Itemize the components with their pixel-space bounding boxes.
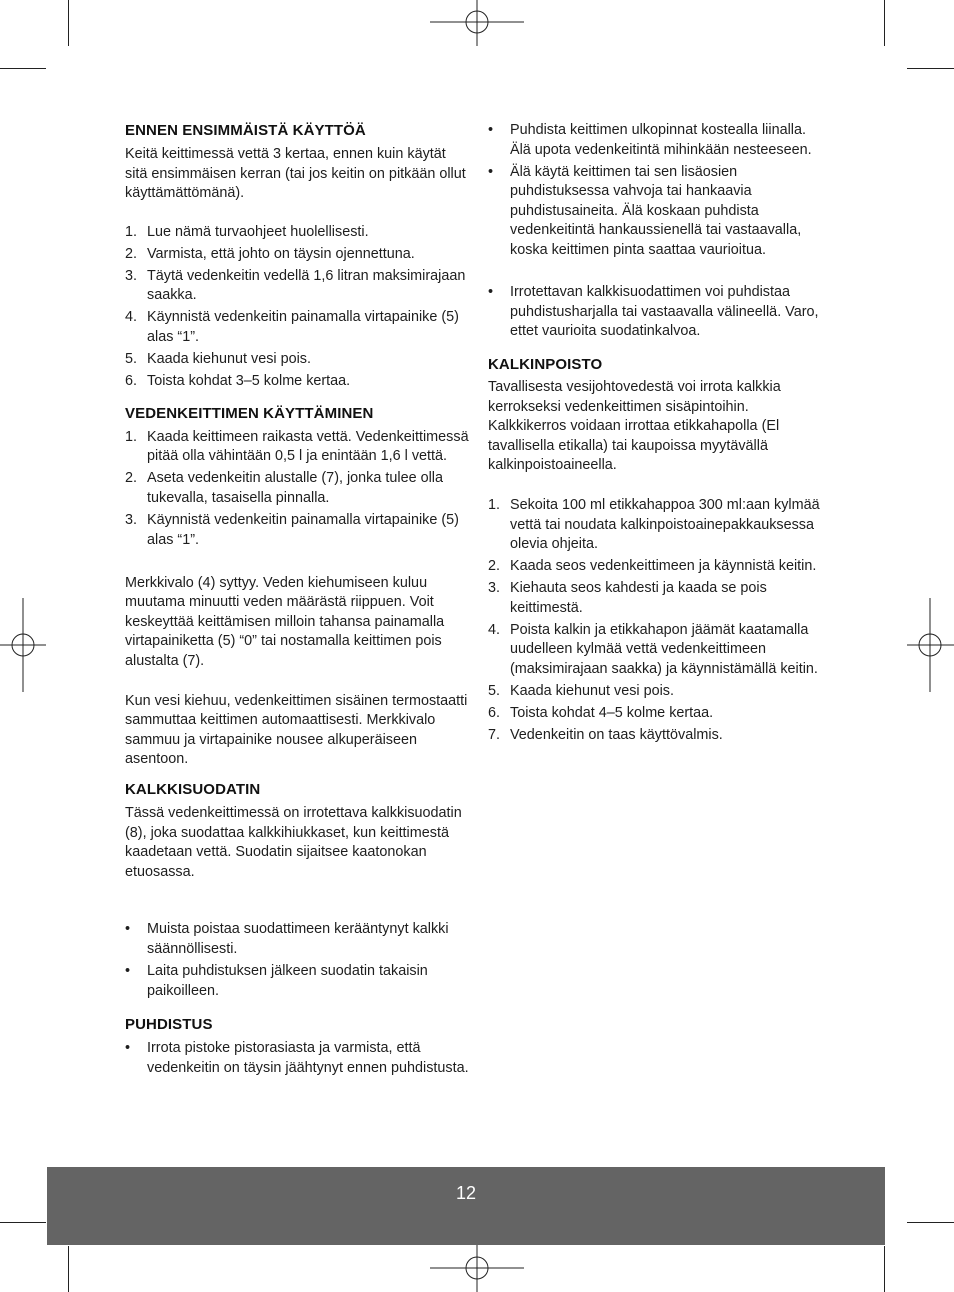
list-number: 5. — [488, 682, 501, 699]
list-text: Sekoita 100 ml etikkahappoa 300 ml:aan kylmää vettä tai noudata kalkinpoistoainepakkauksessa olevia ohjeita. — [510, 497, 820, 553]
list-text: Kaada seos vedenkeittimeen ja käynnistä keitin. — [510, 558, 817, 575]
list-number: 4. — [488, 621, 501, 638]
list-number: 2. — [125, 245, 138, 262]
list-text: Kiehauta seos kahdesti ja kaada se pois keittimestä. — [510, 580, 767, 616]
crop-mark — [68, 1246, 69, 1292]
list-number: 5. — [125, 350, 138, 367]
crop-mark — [68, 0, 69, 46]
section-heading: KALKINPOISTO — [488, 356, 603, 374]
list-number: 1. — [125, 428, 138, 445]
crop-mark — [884, 1246, 885, 1292]
list-item — [125, 469, 471, 508]
crop-mark — [0, 68, 46, 69]
list-item — [488, 579, 830, 618]
list-text: Kaada keittimeen raikasta vettä. Vedenkeittimessä pitää olla vähintään 0,5 l ja enintään 1,6 l vettä. — [147, 428, 469, 465]
list-number: 6. — [488, 704, 501, 721]
list-text: Laita puhdistuksen jälkeen suodatin takaisin paikoilleen. — [147, 962, 428, 999]
list-number: 6. — [125, 372, 138, 389]
section-intro: Tässä vedenkeittimessä on irrotettava kalkkisuodatin (8), joka suodattaa kalkkihiukkaset, kun keittimestä kaadetaan vettä. Suodatin sijaitsee kaatonokan etuosassa. — [125, 804, 462, 880]
list-text: Varmista, että johto on täysin ojennettuna. — [147, 245, 415, 262]
list-item — [125, 223, 471, 243]
numbered-list — [125, 223, 471, 392]
list-text: Irrotettavan kalkkisuodattimen voi puhdistaa puhdistusharjalla tai vastaavalla välineellä. Varo, ettet vaurioita suodatinkalvoa. — [510, 283, 819, 340]
bullet-list — [125, 1039, 471, 1078]
bullet: • — [488, 122, 494, 138]
page-number: 12 — [455, 1183, 477, 1203]
list-text: Täytä vedenkeitin vedellä 1,6 litran maksimirajaan saakka. — [147, 267, 466, 304]
list-text: Käynnistä vedenkeitin painamalla virtapainike (5) alas “1”. — [147, 309, 459, 345]
list-number: 1. — [125, 223, 138, 240]
list-number: 1. — [488, 497, 501, 514]
list-item — [488, 621, 830, 680]
footer-bar — [47, 1167, 885, 1245]
list-item — [488, 163, 830, 261]
paragraph: Merkkivalo (4) syttyy. Veden kiehumiseen kuluu muutama minuutti veden määrästä riippuen. Voit keskeyttää keittämisen milloin tahansa painamalla virtapainiketta (5) “0” tai nostamalla keittimen pois alustalta (7). — [125, 574, 445, 669]
list-text: Puhdista keittimen ulkopinnat kostealla liinalla. Älä upota vedenkeitintä mihinkään nesteeseen. — [510, 122, 812, 158]
list-text: Muista poistaa suodattimeen kerääntynyt kalkki säännöllisesti. — [147, 921, 449, 957]
bullet-list — [488, 283, 830, 342]
section-intro: Tavallisesta vesijohtovedestä voi irrota kalkkia kerrokseksi vedenkeittimen sisäpintoihin. Kalkkikerros voidaan irrottaa etikkahapolla (El tavallisella etikalla) tai kaupoissa myytävällä kalkinpoistoaineella. — [488, 379, 781, 474]
crop-mark — [884, 0, 885, 46]
list-item — [488, 121, 830, 160]
list-item — [488, 496, 830, 555]
list-item — [125, 372, 471, 392]
list-item — [125, 245, 471, 265]
list-item — [125, 511, 471, 550]
list-number: 7. — [488, 726, 501, 743]
list-text: Kaada kiehunut vesi pois. — [147, 350, 312, 367]
bullet: • — [125, 962, 131, 979]
crop-mark — [907, 1222, 954, 1223]
list-number: 3. — [125, 512, 138, 529]
section-heading: ENNEN ENSIMMÄISTÄ KÄYTTÖÄ — [125, 122, 366, 139]
list-item — [125, 350, 471, 370]
list-item — [125, 962, 471, 1001]
list-item — [125, 308, 471, 347]
list-text: Kaada kiehunut vesi pois. — [510, 682, 675, 699]
list-item — [488, 704, 830, 724]
list-text: Älä käytä keittimen tai sen lisäosien puhdistuksessa vahvoja tai hankaavia puhdistusaineita. Älä koskaan puhdista vedenkeitintä hankaussienellä tai vastaavalla, koska keittimen pinta saattaa vaurioitua. — [510, 163, 802, 258]
registration-mark-top — [430, 0, 524, 46]
paragraph: Kun vesi kiehuu, vedenkeittimen sisäinen termostaatti sammuttaa keittimen automaattisesti. Merkkivalo sammuu ja virtapainike nousee alkuperäiseen asentoon. — [125, 692, 468, 768]
numbered-list — [125, 428, 471, 550]
list-text: Vedenkeitin on taas käyttövalmis. — [510, 726, 723, 743]
crop-mark — [0, 1222, 46, 1223]
list-item — [488, 557, 830, 577]
list-item — [125, 428, 471, 467]
list-number: 2. — [488, 558, 501, 575]
list-item — [488, 283, 830, 342]
section-heading: KALKKISUODATIN — [125, 780, 261, 798]
section-heading: VEDENKEITTIMEN KÄYTTÄMINEN — [125, 404, 374, 422]
left-column — [125, 121, 471, 1081]
list-item — [125, 267, 471, 306]
section-heading: PUHDISTUS — [125, 1016, 213, 1034]
list-number: 4. — [125, 309, 138, 326]
list-text: Käynnistä vedenkeitin painamalla virtapainike (5) alas “1”. — [147, 512, 459, 548]
registration-mark-right — [907, 598, 954, 692]
list-text: Toista kohdat 4–5 kolme kertaa. — [510, 704, 714, 721]
list-text: Irrota pistoke pistorasiasta ja varmista, että vedenkeitin on täysin jäähtynyt ennen puhdistusta. — [147, 1040, 469, 1077]
bullet: • — [488, 163, 494, 180]
list-text: Lue nämä turvaohjeet huolellisesti. — [147, 223, 369, 240]
bullet-list — [488, 121, 830, 261]
list-item — [125, 920, 471, 959]
list-text: Aseta vedenkeitin alustalle (7), jonka tulee olla tukevalla, tasaisella pinnalla. — [147, 470, 443, 507]
section-intro: Keitä keittimessä vettä 3 kertaa, ennen kuin käytät sitä ensimmäisen kerran (tai jos keitin on pitkään ollut käyttämättömänä). — [125, 146, 466, 202]
list-number: 2. — [125, 470, 138, 487]
list-number: 3. — [125, 267, 138, 284]
right-column — [488, 121, 830, 748]
list-item — [488, 726, 830, 746]
bullet: • — [125, 1040, 131, 1057]
registration-mark-left — [0, 598, 46, 692]
list-text: Toista kohdat 3–5 kolme kertaa. — [147, 372, 351, 389]
bullet: • — [488, 283, 494, 300]
list-item — [125, 1039, 471, 1078]
registration-mark-bottom — [430, 1245, 524, 1292]
list-number: 3. — [488, 580, 501, 597]
crop-mark — [907, 68, 954, 69]
bullet: • — [125, 921, 131, 938]
list-text: Poista kalkin ja etikkahapon jäämät kaatamalla uudelleen kylmää vettä vedenkeittimeen (maksimirajaan saakka) ja käynnistämällä keitin. — [510, 621, 818, 677]
numbered-list — [488, 496, 830, 745]
list-item — [488, 682, 830, 702]
bullet-list — [125, 920, 471, 1001]
